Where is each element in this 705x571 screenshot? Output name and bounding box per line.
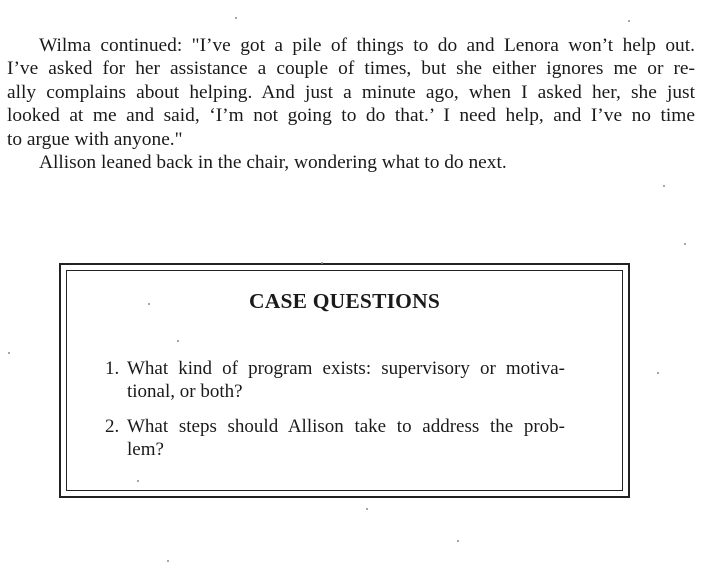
question-list [105,357,565,473]
scan-speck [8,352,10,354]
scan-speck [167,560,169,562]
question-number: 2. [105,416,120,437]
text-line: looked at me and said, ‘I’m not going to do that.’ I need help, and I’ve no time [7,105,695,127]
text-line: to argue with anyone." [7,128,183,150]
question-text-line: What steps should Allison take to address the prob- [127,416,565,437]
question-text-line: What kind of program exists: supervisory or motiva- [127,358,565,379]
narrative-text [7,34,695,174]
case-questions-box [59,263,630,498]
text-line: I’ve asked for her assistance a couple of times, but she either ignores me or re- [7,58,695,80]
text-line: Wilma continued: "I’ve got a pile of things to do and Lenora won’t help out. [39,35,695,56]
scan-speck [657,372,659,374]
question-text-line: lem? [127,439,164,460]
scan-speck [684,243,686,245]
scan-speck [148,303,150,305]
question-item [105,357,565,403]
paragraph-wilma [7,34,695,151]
scan-speck [177,340,179,342]
text-line: ally complains about helping. And just a minute ago, when I asked her, she just [7,81,695,103]
scan-speck [235,17,237,19]
scan-speck [663,185,665,187]
scan-speck [321,262,323,264]
scan-speck [457,540,459,542]
question-number: 1. [105,358,120,379]
question-text-line: tional, or both? [127,381,243,402]
scan-speck [628,20,630,22]
scan-speck [137,480,139,482]
scan-speck [366,508,368,510]
paragraph-allison [7,151,695,174]
case-questions-title: CASE QUESTIONS [249,289,440,313]
text-line: Allison leaned back in the chair, wondering what to do next. [39,152,507,174]
question-item [105,415,565,461]
